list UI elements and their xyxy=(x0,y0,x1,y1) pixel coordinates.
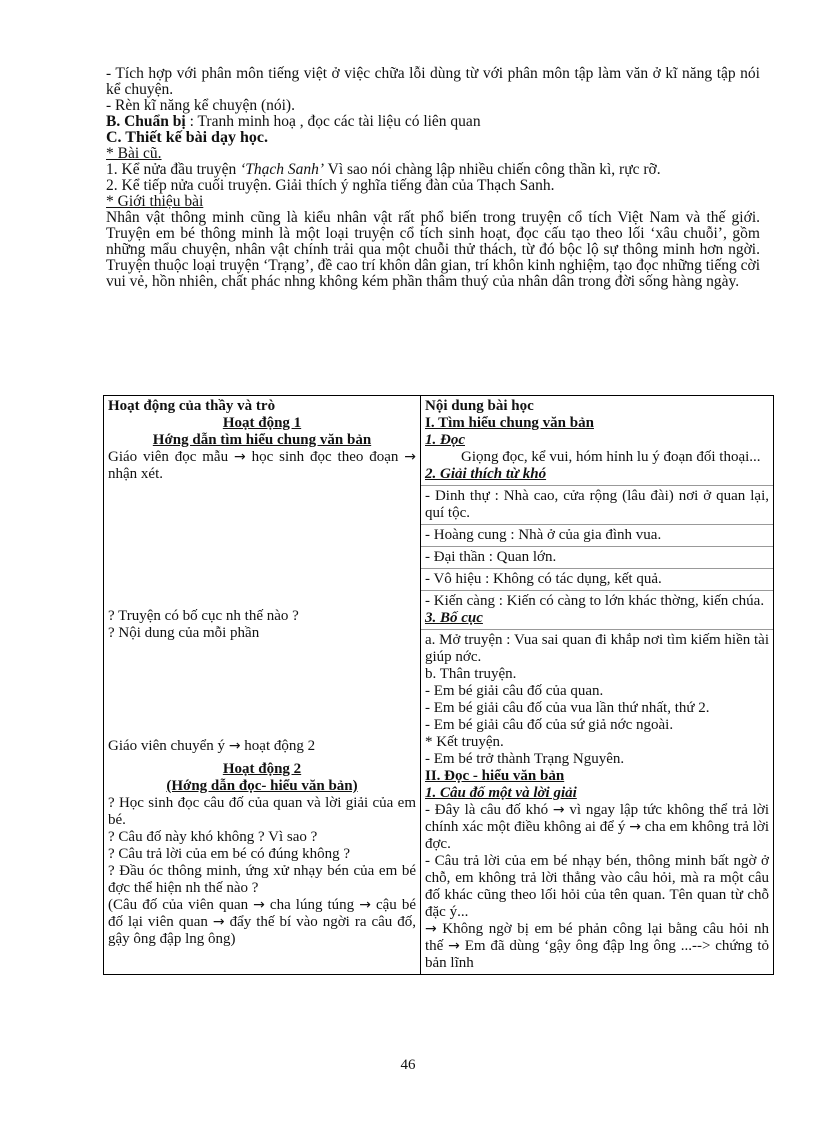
subsection-riddle: 1. Câu đố một và lời giải xyxy=(425,785,577,801)
activity-1-title: Hoạt động 1 xyxy=(222,415,302,431)
riddle-explanation-a: (Câu đố của viên quan xyxy=(108,897,254,913)
question-structure: ? Truyện có bố cục nh thế nào ? xyxy=(108,608,299,624)
arrow-icon: → xyxy=(448,938,460,954)
word-hoang-cung: - Hoàng cung : Nhà ở của gia đình vua. xyxy=(425,527,662,543)
old-question-2: 2. Kể tiếp nửa cuối truyện. Giải thích ý nghĩa tiếng đàn của Thạch Sanh. xyxy=(106,177,555,194)
structure-body-1: - Em bé giải câu đố của quan. xyxy=(425,683,604,699)
prep-text: : Tranh minh hoạ , đọc các tài liệu có liên quan xyxy=(185,113,481,130)
intro-line-integration: - Tích hợp với phân môn tiếng việt ở việc chữa lỗi dùng từ với phân môn tập làm văn ở kĩ năng tập nói kể chuyện. xyxy=(106,65,760,98)
divider xyxy=(421,485,773,486)
lesson-content-column xyxy=(421,396,774,975)
teacher-reading-b: học sinh đọc theo đoạn xyxy=(245,449,405,465)
divider xyxy=(421,590,773,591)
structure-opening: a. Mở truyện : Vua sai quan đi khắp nơi tìm kiếm hiền tài giúp nớc. xyxy=(425,632,769,665)
riddle-explanation xyxy=(108,897,416,948)
prep-label: B. Chuẩn bị xyxy=(106,113,186,130)
reading-guidance: Giọng đọc, kể vui, hóm hỉnh lu ý đoạn đối thoại... xyxy=(461,449,761,465)
activity-2-subtitle: (Hớng dẫn đọc- hiểu văn bản) xyxy=(166,778,358,794)
table-row xyxy=(104,396,774,975)
old-question-1-a: 1. Kể nửa đầu truyện xyxy=(106,161,241,178)
section-2-heading: II. Đọc - hiểu văn bản xyxy=(425,768,565,784)
question-difficulty: ? Câu đố này khó không ? Vì sao ? xyxy=(108,829,318,845)
intro-line-skill: - Rèn kĩ năng kể chuyện (nói). xyxy=(106,97,295,114)
new-lesson-label: * Giới thiệu bài xyxy=(106,193,204,210)
structure-body-2: - Em bé giải câu đố của vua lần thứ nhất, thứ 2. xyxy=(425,700,710,716)
word-dai-than: - Đại thần : Quan lớn. xyxy=(425,549,557,565)
divider xyxy=(421,546,773,547)
riddle-analysis-3-b: Em đã dùng ‘gậy ông đập lng ông ...--> chứng tỏ bản lĩnh xyxy=(425,938,770,971)
teacher-reading xyxy=(108,449,416,483)
design-heading: C. Thiết kế bài dạy học. xyxy=(106,129,268,146)
activity-2-title: Hoạt động 2 xyxy=(222,761,302,777)
word-dinh-thu: - Dinh thự : Nhà cao, cửa rộng (lâu đài) nơi ở quan lại, quí tộc. xyxy=(425,488,769,521)
divider xyxy=(421,629,773,630)
structure-ending-1: - Em bé trở thành Trạng Nguyên. xyxy=(425,751,625,767)
riddle-analysis-1-a: - Đây là câu đố khó xyxy=(425,802,553,818)
old-question-1-b: Vì sao nói chàng lập nhiều chiến công thần kì, rực rỡ. xyxy=(324,161,661,178)
arrow-icon: → xyxy=(425,921,437,937)
arrow-icon: → xyxy=(228,738,241,754)
word-vo-hieu: - Vô hiệu : Không có tác dụng, kết quả. xyxy=(425,571,662,587)
arrow-icon: → xyxy=(212,914,225,930)
arrow-icon: → xyxy=(359,897,371,913)
subsection-words: 2. Giải thích từ khó xyxy=(425,466,547,482)
lesson-table xyxy=(103,395,774,975)
arrow-icon: → xyxy=(253,897,265,913)
teacher-reading-c: nhận xét. xyxy=(108,466,163,482)
structure-ending: * Kết truyện. xyxy=(425,734,504,750)
word-kien-cang: - Kiến càng : Kiến có càng to lớn khác thờng, kiến chúa. xyxy=(425,593,765,609)
story-title: ‘Thạch Sanh’ xyxy=(240,161,325,178)
spacer xyxy=(108,483,416,608)
arrow-icon: → xyxy=(629,819,641,835)
arrow-icon: → xyxy=(552,802,565,818)
old-lesson-label: * Bài cũ. xyxy=(106,145,162,162)
riddle-analysis-1 xyxy=(425,802,769,853)
teacher-reading-a: Giáo viên đọc mẫu xyxy=(108,449,234,465)
teacher-transfer-b: hoạt động 2 xyxy=(240,738,316,754)
question-read-riddle: ? Học sinh đọc câu đố của quan và lời giải của em bé. xyxy=(108,795,416,828)
riddle-analysis-3-a: Không ngờ bị em bé phản công lại bằng câu hỏi nh thế xyxy=(425,921,769,954)
riddle-analysis-3 xyxy=(425,921,769,972)
riddle-explanation-b: cha lúng túng xyxy=(264,897,360,913)
question-intelligence: ? Đầu óc thông minh, ứng xử nhạy bén của em bé đợc thể hiện nh thế nào ? xyxy=(108,863,416,896)
structure-body-3: - Em bé giải câu đố của sứ giả nớc ngoài. xyxy=(425,717,674,733)
subsection-structure: 3. Bố cục xyxy=(425,610,483,626)
question-correct: ? Câu trả lời của em bé có đúng không ? xyxy=(108,846,351,862)
structure-body: b. Thân truyện. xyxy=(425,666,517,682)
arrow-icon: → xyxy=(233,449,246,465)
riddle-explanation-d: đẩy thế bí vào ngời ra câu đố, gậy ông đập lng ông) xyxy=(108,914,416,947)
subsection-read: 1. Đọc xyxy=(425,432,465,448)
left-header: Hoạt động của thầy và trò xyxy=(108,398,276,414)
spacer xyxy=(108,642,416,738)
teacher-transfer-a: Giáo viên chuyển ý xyxy=(108,738,229,754)
arrow-icon: → xyxy=(404,449,416,465)
riddle-analysis-1-c: cha em không trả lời đợc. xyxy=(425,819,769,852)
divider xyxy=(421,524,773,525)
divider xyxy=(421,568,773,569)
teacher-transfer xyxy=(108,738,416,755)
old-question-1 xyxy=(106,162,760,178)
riddle-analysis-1-b: vì ngay lập tức không thể trả lời chính xác một điều không ai để ý xyxy=(425,802,769,835)
document-body xyxy=(106,66,760,290)
activity-1-subtitle: Hớng dẫn tìm hiểu chung văn bản xyxy=(152,432,372,448)
question-parts: ? Nội dung của mỗi phần xyxy=(108,625,260,641)
riddle-analysis-2: - Câu trả lời của em bé nhạy bén, thông minh bất ngờ ở chỗ, em không trả lời thẳng vào câu hỏi, mà ra một câu đố khác cũng theo lối hỏi của tên quan. Tên quan từ chỗ đặc ý... xyxy=(425,853,769,920)
intro-paragraph: Nhân vật thông minh cũng là kiểu nhân vật rất phổ biến trong truyện cổ tích Việt Nam và thế giới. Truyện em bé thông minh là một loại truyện cổ tích sinh hoạt, đọc cấu tạo theo lối ‘xâu chuỗi’, gồm những mẩu chuyện, nhân vật chính trải qua một chuỗi thử thách, từ đó bộc lộ sự thông minh hơn ngời. Truyện thuộc loại truyện ‘Trạng’, đề cao trí khôn dân gian, trí khôn kinh nghiệm, tạo đọc những tiếng cời vui vẻ, hồn nhiên, chất phác nhng không kém phần thâm thuý của nhân dân trong đời sống hàng ngày. xyxy=(106,209,760,290)
teacher-student-column xyxy=(104,396,421,975)
riddle-explanation-c: cậu bé đố lại viên quan xyxy=(108,897,416,930)
right-header: Nội dung bài học xyxy=(425,398,534,414)
page-number: 46 xyxy=(400,1057,416,1073)
prep-line xyxy=(106,114,760,130)
section-1-heading: I. Tìm hiểu chung văn bản xyxy=(425,415,594,431)
